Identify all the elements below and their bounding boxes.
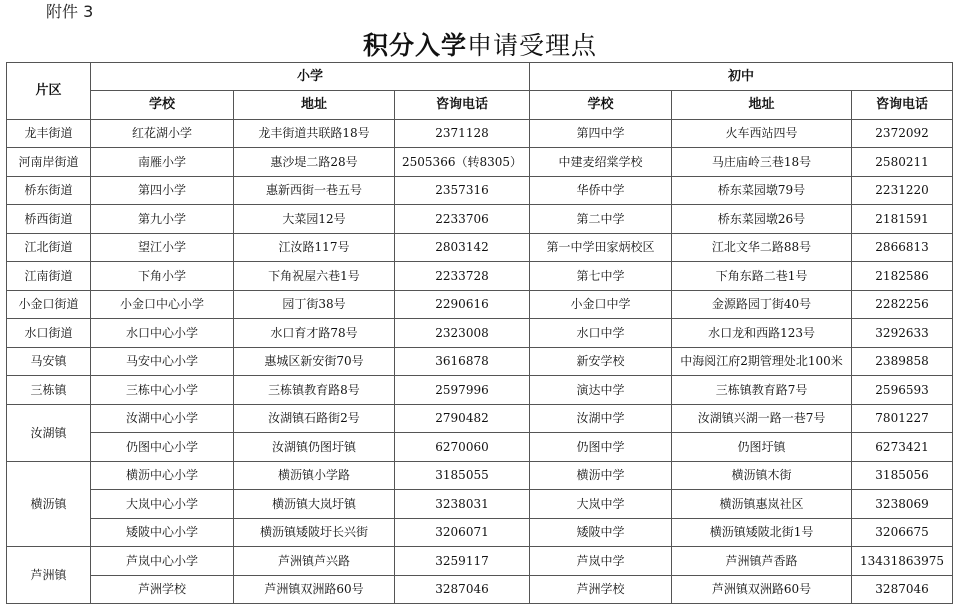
primary-school-cell: 第九小学: [91, 205, 234, 234]
title-normal-part: 申请受理点: [467, 31, 598, 60]
primary-address-cell: 惠沙堤二路28号: [234, 148, 395, 177]
title-bold-part: 积分入学: [362, 31, 467, 60]
primary-school-cell: 芦岚中心小学: [91, 547, 234, 576]
middle-school-cell: 仍图中学: [530, 433, 672, 462]
middle-school-cell: 小金口中学: [530, 290, 672, 319]
middle-address-cell: 芦洲镇芦香路: [672, 547, 852, 576]
district-cell: 江南街道: [7, 262, 91, 291]
middle-phone-cell: 2182586: [852, 262, 953, 291]
district-cell: 河南岸街道: [7, 148, 91, 177]
district-cell: 汝湖镇: [7, 404, 91, 461]
table-row: [7, 233, 953, 262]
middle-phone-cell: 2389858: [852, 347, 953, 376]
primary-phone-cell: 2233706: [395, 205, 530, 234]
primary-school-cell: 望江小学: [91, 233, 234, 262]
header-middle-phone: 咨询电话: [852, 91, 953, 120]
middle-school-cell: 第一中学田家炳校区: [530, 233, 672, 262]
district-cell: 小金口街道: [7, 290, 91, 319]
primary-school-cell: 马安中心小学: [91, 347, 234, 376]
primary-school-cell: 南雁小学: [91, 148, 234, 177]
middle-school-cell: 中建麦绍棠学校: [530, 148, 672, 177]
page-title: [0, 26, 960, 62]
district-cell: 芦洲镇: [7, 547, 91, 604]
district-cell: 龙丰街道: [7, 119, 91, 148]
primary-address-cell: 横沥镇小学路: [234, 461, 395, 490]
middle-address-cell: 汝湖镇兴湖一路一巷7号: [672, 404, 852, 433]
primary-school-cell: 下角小学: [91, 262, 234, 291]
primary-school-cell: 第四小学: [91, 176, 234, 205]
primary-school-cell: 大岚中心小学: [91, 490, 234, 519]
table-row: [7, 575, 953, 604]
primary-address-cell: 龙丰街道共联路18号: [234, 119, 395, 148]
table-row: [7, 176, 953, 205]
primary-address-cell: 芦洲镇芦兴路: [234, 547, 395, 576]
middle-phone-cell: 2866813: [852, 233, 953, 262]
middle-address-cell: 仍图圩镇: [672, 433, 852, 462]
primary-school-cell: 水口中心小学: [91, 319, 234, 348]
middle-address-cell: 马庄庙岭三巷18号: [672, 148, 852, 177]
header-primary-address: 地址: [234, 91, 395, 120]
primary-school-cell: 小金口中心小学: [91, 290, 234, 319]
primary-phone-cell: 2505366（转8305）: [395, 148, 530, 177]
middle-school-cell: 汝湖中学: [530, 404, 672, 433]
primary-phone-cell: 2597996: [395, 376, 530, 405]
primary-address-cell: 大菜园12号: [234, 205, 395, 234]
primary-phone-cell: 6270060: [395, 433, 530, 462]
table-body: [7, 119, 953, 604]
district-cell: 横沥镇: [7, 461, 91, 547]
middle-phone-cell: 13431863975: [852, 547, 953, 576]
table-row: [7, 347, 953, 376]
middle-school-cell: 大岚中学: [530, 490, 672, 519]
middle-phone-cell: 3238069: [852, 490, 953, 519]
middle-school-cell: 水口中学: [530, 319, 672, 348]
middle-phone-cell: 3206675: [852, 518, 953, 547]
primary-phone-cell: 2357316: [395, 176, 530, 205]
middle-school-cell: 演达中学: [530, 376, 672, 405]
middle-school-cell: 华侨中学: [530, 176, 672, 205]
middle-phone-cell: 2596593: [852, 376, 953, 405]
middle-phone-cell: 3292633: [852, 319, 953, 348]
primary-phone-cell: 2323008: [395, 319, 530, 348]
middle-phone-cell: 3287046: [852, 575, 953, 604]
primary-phone-cell: 3206071: [395, 518, 530, 547]
primary-address-cell: 下角祝屋六巷1号: [234, 262, 395, 291]
primary-address-cell: 惠城区新安街70号: [234, 347, 395, 376]
primary-address-cell: 江汝路117号: [234, 233, 395, 262]
middle-address-cell: 三栋镇教育路7号: [672, 376, 852, 405]
primary-phone-cell: 3238031: [395, 490, 530, 519]
middle-school-cell: 芦洲学校: [530, 575, 672, 604]
application-sites-table: [6, 62, 953, 604]
header-middle-address: 地址: [672, 91, 852, 120]
primary-school-cell: 红花湖小学: [91, 119, 234, 148]
primary-school-cell: 矮陂中心小学: [91, 518, 234, 547]
primary-address-cell: 汝湖镇石路街2号: [234, 404, 395, 433]
middle-phone-cell: 2231220: [852, 176, 953, 205]
middle-school-cell: 新安学校: [530, 347, 672, 376]
primary-phone-cell: 3185055: [395, 461, 530, 490]
middle-phone-cell: 2282256: [852, 290, 953, 319]
middle-school-cell: 第二中学: [530, 205, 672, 234]
middle-address-cell: 横沥镇矮陂北街1号: [672, 518, 852, 547]
district-cell: 三栋镇: [7, 376, 91, 405]
primary-school-cell: 芦洲学校: [91, 575, 234, 604]
middle-address-cell: 横沥镇木街: [672, 461, 852, 490]
middle-phone-cell: 2372092: [852, 119, 953, 148]
district-cell: 桥东街道: [7, 176, 91, 205]
primary-phone-cell: 3616878: [395, 347, 530, 376]
middle-address-cell: 下角东路二巷1号: [672, 262, 852, 291]
middle-phone-cell: 6273421: [852, 433, 953, 462]
table-row: [7, 376, 953, 405]
middle-phone-cell: 2181591: [852, 205, 953, 234]
middle-address-cell: 水口龙和西路123号: [672, 319, 852, 348]
table-row: [7, 433, 953, 462]
header-primary-phone: 咨询电话: [395, 91, 530, 120]
middle-school-cell: 第四中学: [530, 119, 672, 148]
table-row: [7, 262, 953, 291]
district-cell: 江北街道: [7, 233, 91, 262]
table-row: [7, 119, 953, 148]
middle-school-cell: 芦岚中学: [530, 547, 672, 576]
table-row: [7, 404, 953, 433]
middle-address-cell: 芦洲镇双洲路60号: [672, 575, 852, 604]
middle-address-cell: 金源路园丁街40号: [672, 290, 852, 319]
district-cell: 马安镇: [7, 347, 91, 376]
attachment-label: 附件 3: [46, 2, 94, 21]
middle-school-cell: 横沥中学: [530, 461, 672, 490]
primary-school-cell: 仍图中心小学: [91, 433, 234, 462]
middle-address-cell: 江北文华二路88号: [672, 233, 852, 262]
middle-address-cell: 中海阅江府2期管理处北100米: [672, 347, 852, 376]
table-row: [7, 518, 953, 547]
table-row: [7, 290, 953, 319]
middle-school-cell: 第七中学: [530, 262, 672, 291]
middle-phone-cell: 3185056: [852, 461, 953, 490]
header-middle: 初中: [530, 63, 953, 91]
primary-school-cell: 横沥中心小学: [91, 461, 234, 490]
primary-phone-cell: 2233728: [395, 262, 530, 291]
table-row: [7, 205, 953, 234]
primary-address-cell: 横沥镇矮陂圩长兴街: [234, 518, 395, 547]
middle-address-cell: 横沥镇惠岚社区: [672, 490, 852, 519]
primary-school-cell: 三栋中心小学: [91, 376, 234, 405]
table-row: [7, 461, 953, 490]
primary-address-cell: 芦洲镇双洲路60号: [234, 575, 395, 604]
middle-address-cell: 桥东菜园墩79号: [672, 176, 852, 205]
primary-phone-cell: 2803142: [395, 233, 530, 262]
primary-phone-cell: 3287046: [395, 575, 530, 604]
table-row: [7, 547, 953, 576]
table-row: [7, 319, 953, 348]
primary-address-cell: 汝湖镇仍图圩镇: [234, 433, 395, 462]
header-primary-school: 学校: [91, 91, 234, 120]
primary-school-cell: 汝湖中心小学: [91, 404, 234, 433]
header-middle-school: 学校: [530, 91, 672, 120]
middle-phone-cell: 7801227: [852, 404, 953, 433]
middle-address-cell: 火车西站四号: [672, 119, 852, 148]
primary-address-cell: 惠新西街一巷五号: [234, 176, 395, 205]
table-row: [7, 490, 953, 519]
primary-phone-cell: 2790482: [395, 404, 530, 433]
primary-address-cell: 园丁街38号: [234, 290, 395, 319]
header-primary: 小学: [91, 63, 530, 91]
primary-address-cell: 三栋镇教育路8号: [234, 376, 395, 405]
primary-address-cell: 水口育才路78号: [234, 319, 395, 348]
primary-phone-cell: 2290616: [395, 290, 530, 319]
primary-address-cell: 横沥镇大岚圩镇: [234, 490, 395, 519]
table-row: [7, 148, 953, 177]
district-cell: 水口街道: [7, 319, 91, 348]
middle-address-cell: 桥东菜园墩26号: [672, 205, 852, 234]
middle-school-cell: 矮陂中学: [530, 518, 672, 547]
middle-phone-cell: 2580211: [852, 148, 953, 177]
header-district: 片区: [7, 63, 91, 120]
district-cell: 桥西街道: [7, 205, 91, 234]
primary-phone-cell: 2371128: [395, 119, 530, 148]
primary-phone-cell: 3259117: [395, 547, 530, 576]
